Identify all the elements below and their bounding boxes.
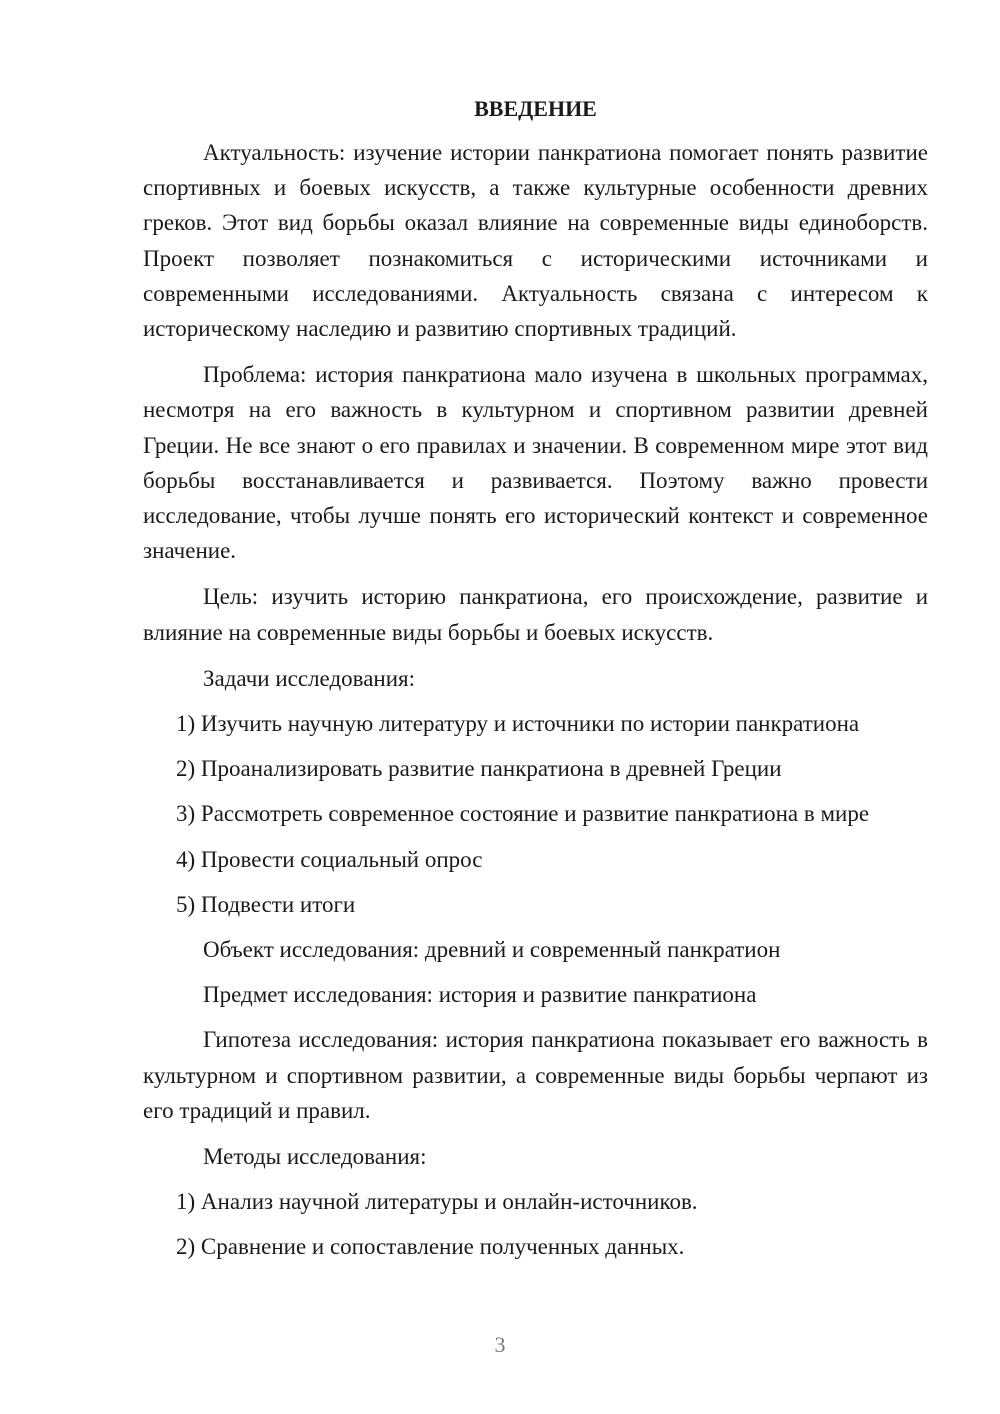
goal-paragraph: Цель: изучить историю панкратиона, его происхождение, развитие и влияние на современные виды борьбы и боевых искусств. bbox=[143, 584, 928, 645]
list-item: 3) Рассмотреть современное состояние и развитие панкратиона в мире bbox=[176, 801, 870, 827]
list-item: 5) Подвести итоги bbox=[176, 891, 356, 917]
subject-line: Предмет исследования: история и развитие панкратиона bbox=[203, 982, 757, 1008]
methods-list bbox=[143, 1184, 928, 1264]
hypothesis-paragraph: Гипотеза исследования: история панкратиона показывает его важность в культурном и спортивном развитии, а современные виды борьбы черпают из его традиций и правил. bbox=[143, 1027, 928, 1123]
document-page bbox=[143, 92, 928, 1275]
methods-heading: Методы исследования: bbox=[203, 1144, 427, 1170]
page-number: 3 bbox=[494, 1332, 506, 1357]
list-item: 1) Анализ научной литературы и онлайн-источников. bbox=[176, 1189, 698, 1215]
object-line: Объект исследования: древний и современный панкратион bbox=[203, 937, 781, 963]
problem-paragraph: Проблема: история панкратиона мало изучена в школьных программах, несмотря на его важность в культурном и спортивном развитии древней Греции. Не все знают о его правилах и значении. В современном мире этот вид борьбы восстанавливается и развивается. Поэтому важно провести исследование, чтобы лучше понять его исторический контекст и современное значение. bbox=[143, 362, 928, 564]
relevance-paragraph: Актуальность: изучение истории панкратиона помогает понять развитие спортивных и боевых искусств, а также культурные особенности древних греков. Этот вид борьбы оказал влияние на современные виды единоборств. Проект позволяет познакомиться с историческими источниками и современными исследованиями. Актуальность связана с интересом к историческому наследию и развитию спортивных традиций. bbox=[143, 140, 928, 342]
list-item: 2) Проанализировать развитие панкратиона в древней Греции bbox=[176, 756, 782, 782]
tasks-list bbox=[143, 706, 928, 922]
list-item: 4) Провести социальный опрос bbox=[176, 846, 483, 872]
tasks-heading: Задачи исследования: bbox=[203, 665, 416, 691]
section-title: ВВЕДЕНИЕ bbox=[474, 96, 597, 121]
list-item: 1) Изучить научную литературу и источники по истории панкратиона bbox=[176, 711, 860, 737]
list-item: 2) Сравнение и сопоставление полученных данных. bbox=[176, 1234, 685, 1260]
